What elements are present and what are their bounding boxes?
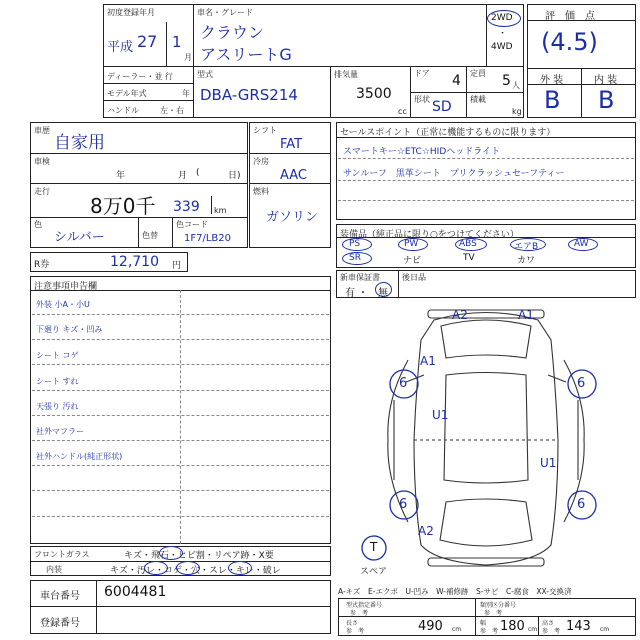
drive-divider	[486, 4, 487, 66]
class-label: 類別区分番号	[480, 602, 517, 609]
note-item: シート コゲ	[36, 351, 79, 360]
height-unit: cm	[600, 626, 610, 633]
chassis-value: 6004481	[104, 584, 167, 600]
warranty-dot: ・	[358, 288, 368, 299]
dims-vline-2	[538, 616, 539, 636]
dealer-label: ディーラー・並 行	[107, 72, 173, 81]
details-line	[30, 153, 248, 154]
equip-abs: ABS	[459, 239, 477, 249]
frame-line	[30, 606, 331, 607]
reg-date-label: 初度登録年月	[107, 8, 155, 17]
mileage-label: 走行	[34, 187, 50, 196]
dims-vline	[475, 598, 476, 636]
mileage-value: 8万0千	[90, 194, 156, 218]
recycle-block	[30, 252, 188, 272]
ac-label: 冷房	[253, 157, 269, 166]
recycle-label: R券	[34, 260, 50, 270]
car-trunk	[440, 499, 532, 546]
notes-rule	[32, 465, 329, 466]
spare-label: スペア	[360, 567, 388, 577]
height-label: 高さ	[542, 620, 555, 627]
damage-mark: U1	[432, 408, 449, 422]
usage-value: 自家用	[54, 133, 105, 153]
note-item: 社外ハンドル(純正形状)	[36, 452, 123, 461]
car-name-label: 車名・グレード	[197, 8, 253, 17]
inspection-label: 車検	[34, 157, 50, 166]
car-roof	[444, 373, 528, 484]
model-year-label: モデル年式	[107, 89, 147, 98]
height-value: 143	[566, 619, 591, 634]
mileage-km-divider	[211, 196, 212, 214]
shift-label: シフト	[253, 126, 277, 135]
type-label: 型式	[197, 70, 213, 79]
reg-month-divider	[166, 22, 167, 66]
color-value: シルバー	[54, 230, 105, 245]
drive-4wd: 4WD	[491, 42, 513, 52]
mileage-sub: 339	[173, 199, 200, 215]
kg-unit: kg	[512, 107, 522, 116]
exterior-label: 外 装	[540, 75, 564, 86]
equip-airbag: エアB	[514, 242, 539, 252]
notes-label: 注意事項申告欄	[34, 282, 98, 292]
drive-sep: ・	[498, 29, 508, 39]
header-row-line	[103, 83, 193, 84]
equip-navi: ナビ	[403, 256, 422, 266]
front-glass-stone-circle	[159, 546, 183, 560]
warranty-label: 新車保証書	[340, 273, 380, 282]
notes-rule	[32, 339, 329, 340]
equip-pw: PW	[404, 239, 419, 249]
cc-unit: cc	[398, 107, 407, 116]
interior-grade: B	[598, 86, 615, 114]
length-label: 長さ	[346, 620, 359, 627]
header-divider	[103, 66, 524, 67]
notes-rule	[32, 490, 329, 491]
inspection-open: (	[196, 168, 200, 178]
equip-ps: PS	[349, 239, 361, 249]
interior-rub-circle	[228, 561, 252, 575]
warranty-vline	[398, 270, 399, 298]
color-label: 色	[34, 220, 42, 229]
capacity-label: 定員	[470, 69, 486, 78]
color-code-label: 色コード	[176, 220, 208, 229]
notes-rule	[32, 415, 329, 416]
details-vline-2	[172, 217, 173, 248]
score-label: 評 価 点	[545, 11, 595, 22]
reg-month-unit: 月	[184, 53, 192, 62]
tire-mark-rear-left: 6	[399, 497, 408, 512]
width-unit: cm	[528, 626, 538, 633]
car-diagram	[336, 300, 636, 580]
equip-leather: カワ	[517, 256, 536, 266]
frame-vline	[96, 580, 97, 634]
length-value: 490	[418, 619, 443, 634]
fuel-label: 燃料	[253, 187, 269, 196]
car-hood	[441, 320, 531, 358]
sales-rule	[338, 158, 634, 159]
inspection-day: 日)	[228, 171, 241, 181]
reg-year: 27	[137, 32, 158, 51]
handle-label: ハンドル	[107, 106, 139, 115]
type-value: DBA-GRS214	[200, 86, 298, 104]
damage-mark: U1	[540, 456, 557, 470]
inspection-year: 年	[116, 171, 126, 181]
tire-mark-front-right: 6	[577, 376, 586, 391]
reg-era: 平成	[107, 40, 134, 55]
sales-line-2: サンルーフ 黒革シート プリクラッシュセーフティー	[343, 169, 565, 179]
inspection-month: 月	[178, 171, 188, 181]
load-label: 積載	[470, 95, 486, 104]
ac-value: AAC	[280, 168, 307, 183]
damage-mark: A2	[418, 524, 434, 538]
door-value: 4	[452, 73, 461, 89]
damage-legend: A-キズ E-エクボ U-凹み W-補修跡 S-サビ C-腐食 XX-交換済	[338, 587, 572, 596]
interior-dirt-circle	[144, 561, 168, 575]
interior-burn-circle	[176, 561, 200, 575]
length-unit: cm	[452, 626, 462, 633]
body-value: SD	[432, 99, 452, 115]
equip-tv: TV	[463, 253, 475, 263]
drive-2wd: 2WD	[491, 13, 513, 23]
model-year-unit: 年	[182, 89, 190, 98]
details-line-2	[30, 183, 248, 184]
sales-label: セールスポイント（正常に機能するものに限ります）	[340, 128, 556, 138]
car-body-outline	[414, 313, 558, 566]
tire-mark-front-left: 6	[399, 376, 408, 391]
equipment-label: 装備品（純正品に限り○をつけてください）	[340, 230, 519, 240]
notes-rule	[32, 364, 329, 365]
length-sub: 参 考	[346, 628, 365, 635]
km-unit: km	[214, 206, 227, 215]
width-value: 180	[500, 619, 525, 634]
header-vdivider-2	[330, 66, 331, 118]
interior-cond-label: 内装	[46, 565, 62, 574]
sales-line-1: スマートキー☆ETC☆HIDヘッドライト	[343, 147, 500, 157]
recycle-value: 12,710	[110, 254, 159, 270]
equip-sr: SR	[349, 253, 361, 263]
note-item: 下廻り キズ・凹み	[36, 325, 103, 334]
post-label: 後日品	[402, 273, 426, 282]
notes-rule	[32, 440, 329, 441]
body-label: 形状	[414, 95, 430, 104]
sales-rule-3	[338, 200, 634, 201]
type-spec-label: 型式指定番号	[346, 602, 383, 609]
car-name: クラウン	[200, 23, 265, 42]
width-label: 幅	[480, 620, 487, 627]
front-glass-label: フロントガラス	[34, 550, 90, 559]
spec-line	[249, 153, 331, 154]
shift-value: FAT	[280, 137, 303, 152]
note-item: 天張り 汚れ	[36, 402, 79, 411]
yen-unit: 円	[172, 261, 182, 271]
capacity-value: 5	[502, 73, 511, 89]
spec-line-2	[249, 183, 331, 184]
header-row-line-2	[103, 100, 193, 101]
chassis-label: 車台番号	[40, 591, 80, 602]
notes-vline	[180, 290, 181, 544]
car-right-mirror	[548, 375, 566, 382]
interior-label: 内 装	[594, 75, 618, 86]
spare-mark: T	[370, 540, 378, 554]
exterior-grade: B	[544, 86, 561, 114]
interior-cond-options: キズ・汚レ・コゲ・穴・スレ・キレ・破レ	[110, 566, 281, 576]
notes-rule	[32, 516, 329, 517]
damage-mark: A2	[452, 308, 468, 322]
sales-rule-2	[338, 180, 634, 181]
score-value: (4.5)	[541, 28, 598, 56]
displacement-value: 3500	[356, 86, 392, 102]
capacity-unit: 人	[512, 81, 520, 90]
type-spec-sub: 参 考	[350, 610, 369, 617]
damage-mark: A1	[420, 354, 436, 368]
fuel-value: ガソリン	[266, 210, 319, 225]
width-sub: 参 考	[480, 628, 499, 635]
color-swap-label: 色替	[142, 231, 158, 240]
header-vdivider	[193, 4, 194, 118]
reg-no-label: 登録番号	[40, 618, 80, 629]
details-vline	[138, 217, 139, 248]
door-label: ドア	[414, 69, 430, 78]
tire-mark-rear-right: 6	[577, 497, 586, 512]
damage-mark: A1	[518, 308, 534, 322]
displacement-label: 排気量	[334, 70, 358, 79]
warranty-no: 無	[378, 288, 388, 299]
equip-aw: AW	[574, 239, 589, 249]
score-vdivider	[581, 68, 582, 118]
usage-label: 車歴	[34, 126, 50, 135]
notes-rule	[32, 314, 329, 315]
note-item: シート すれ	[36, 377, 79, 386]
reg-month: 1	[172, 33, 182, 51]
front-glass-options: キズ・飛石・ヒビ割・リペア跡・X要	[124, 551, 274, 561]
note-item: 外装 小A・小U	[36, 300, 90, 309]
warranty-yes: 有	[345, 288, 355, 299]
header-row-line-3	[410, 92, 524, 93]
note-item: 社外マフラー	[36, 427, 84, 436]
car-grade: アスリートG	[200, 45, 292, 64]
height-sub: 参 考	[542, 628, 561, 635]
notes-rule	[32, 390, 329, 391]
handle-options: 左・右	[160, 106, 184, 115]
color-code: 1F7/LB20	[184, 233, 232, 244]
class-sub: 参 考	[484, 610, 503, 617]
